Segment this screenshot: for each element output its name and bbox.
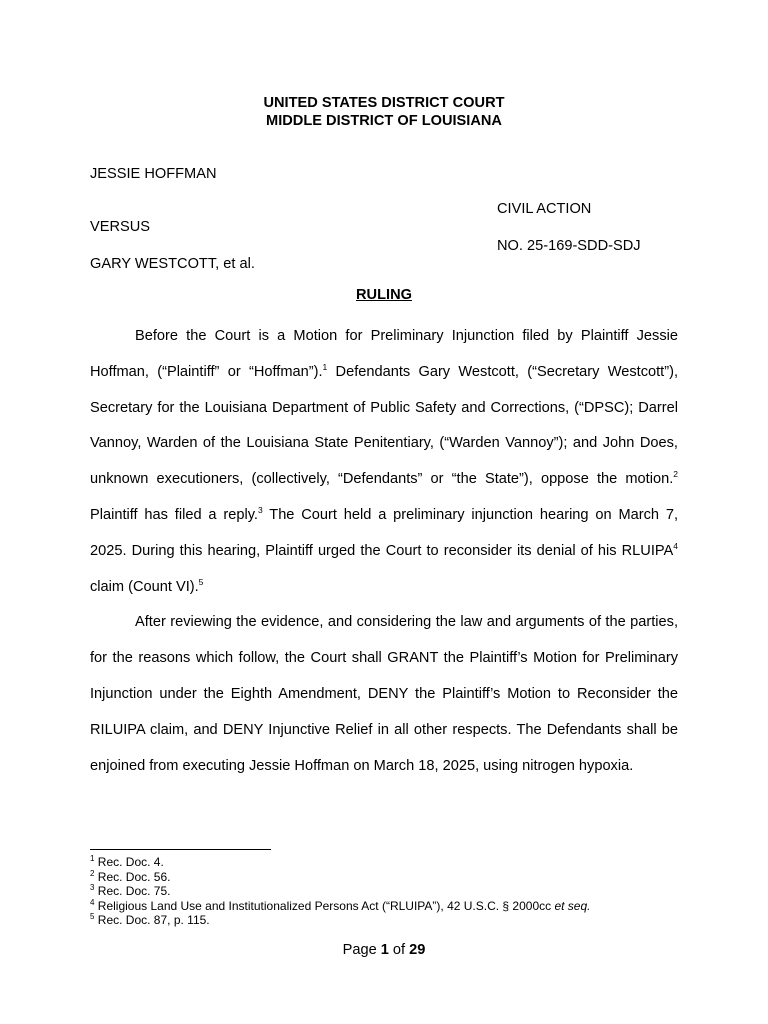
footnote-ref-1: 1 [322, 361, 328, 372]
ruling-body [90, 319, 678, 784]
case-number: NO. 25-169-SDD-SDJ [497, 238, 641, 254]
footnote-ref-4: 4 [673, 540, 678, 551]
total-pages: 29 [409, 942, 426, 958]
footnote: $^4$ Religious Land Use and Institutionalized Persons Act (“RLUIPA”), 42 U.S.C. § 2000cc et seq. [90, 897, 591, 913]
court-district: MIDDLE DISTRICT OF LOUISIANA [266, 113, 502, 129]
ruling-title: RULING [356, 287, 412, 303]
footnote: $^1$ Rec. Doc. 4. [90, 854, 164, 869]
paragraph-conclusion: After reviewing the evidence, and considering the law and arguments of the parties, for the reasons which follow, the Court shall GRANT the Plaintiff’s Motion for Preliminary Injunction under the Eighth Amendment, DENY the Plaintiff’s Motion to Reconsider the RILUIPA claim, and DENY Injunctive Relief in all other respects. The Defendants shall be enjoined from executing Jessie Hoffman on March 18, 2025, using nitrogen hypoxia. [90, 614, 678, 774]
defendant-name: GARY WESTCOTT, et al. [90, 256, 255, 272]
versus-label: VERSUS [90, 219, 151, 235]
footnote-divider [90, 849, 271, 850]
footnote: $^2$ Rec. Doc. 56. [90, 868, 171, 884]
footnote-ref-5: 5 [198, 576, 204, 587]
paragraph-intro: Before the Court is a Motion for Preliminary Injunction filed by Plaintiff Jessie Hoffman, (“Plaintiff” or “Hoffman”).$^1$ Defendants Gary Westcott, (“Secretary Westcott”), Secretary for the Louisiana Department of Public Safety and Corrections, (“DPSC); Darrel Vannoy, Warden of the Louisiana State Penitentiary, (“Warden Vannoy”); and John Does, unknown executioners, (collectively, “Defendants” or “the State”), oppose the motion.$^2$ Plaintiff has filed a reply.$^3$ The Court held a preliminary injunction hearing on March 7, 2025. During this hearing, Plaintiff urged the Court to reconsider its denial of his RLUIPA$^4$ claim (Count VI).$^5$ [90, 328, 678, 595]
court-name: UNITED STATES DISTRICT COURT [263, 95, 505, 111]
footnote-ref-3: 3 [257, 505, 263, 516]
footnote: $^3$ Rec. Doc. 75. [90, 883, 171, 899]
plaintiff-name: JESSIE HOFFMAN [90, 166, 217, 182]
current-page: 1 [380, 942, 389, 958]
footnote: $^5$ Rec. Doc. 87, p. 115. [90, 912, 210, 928]
footnotes [90, 855, 591, 928]
civil-action-label: CIVIL ACTION [497, 201, 592, 217]
footnote-ref-2: 2 [673, 469, 678, 480]
page-number: Page 1 of 29 [342, 942, 426, 958]
